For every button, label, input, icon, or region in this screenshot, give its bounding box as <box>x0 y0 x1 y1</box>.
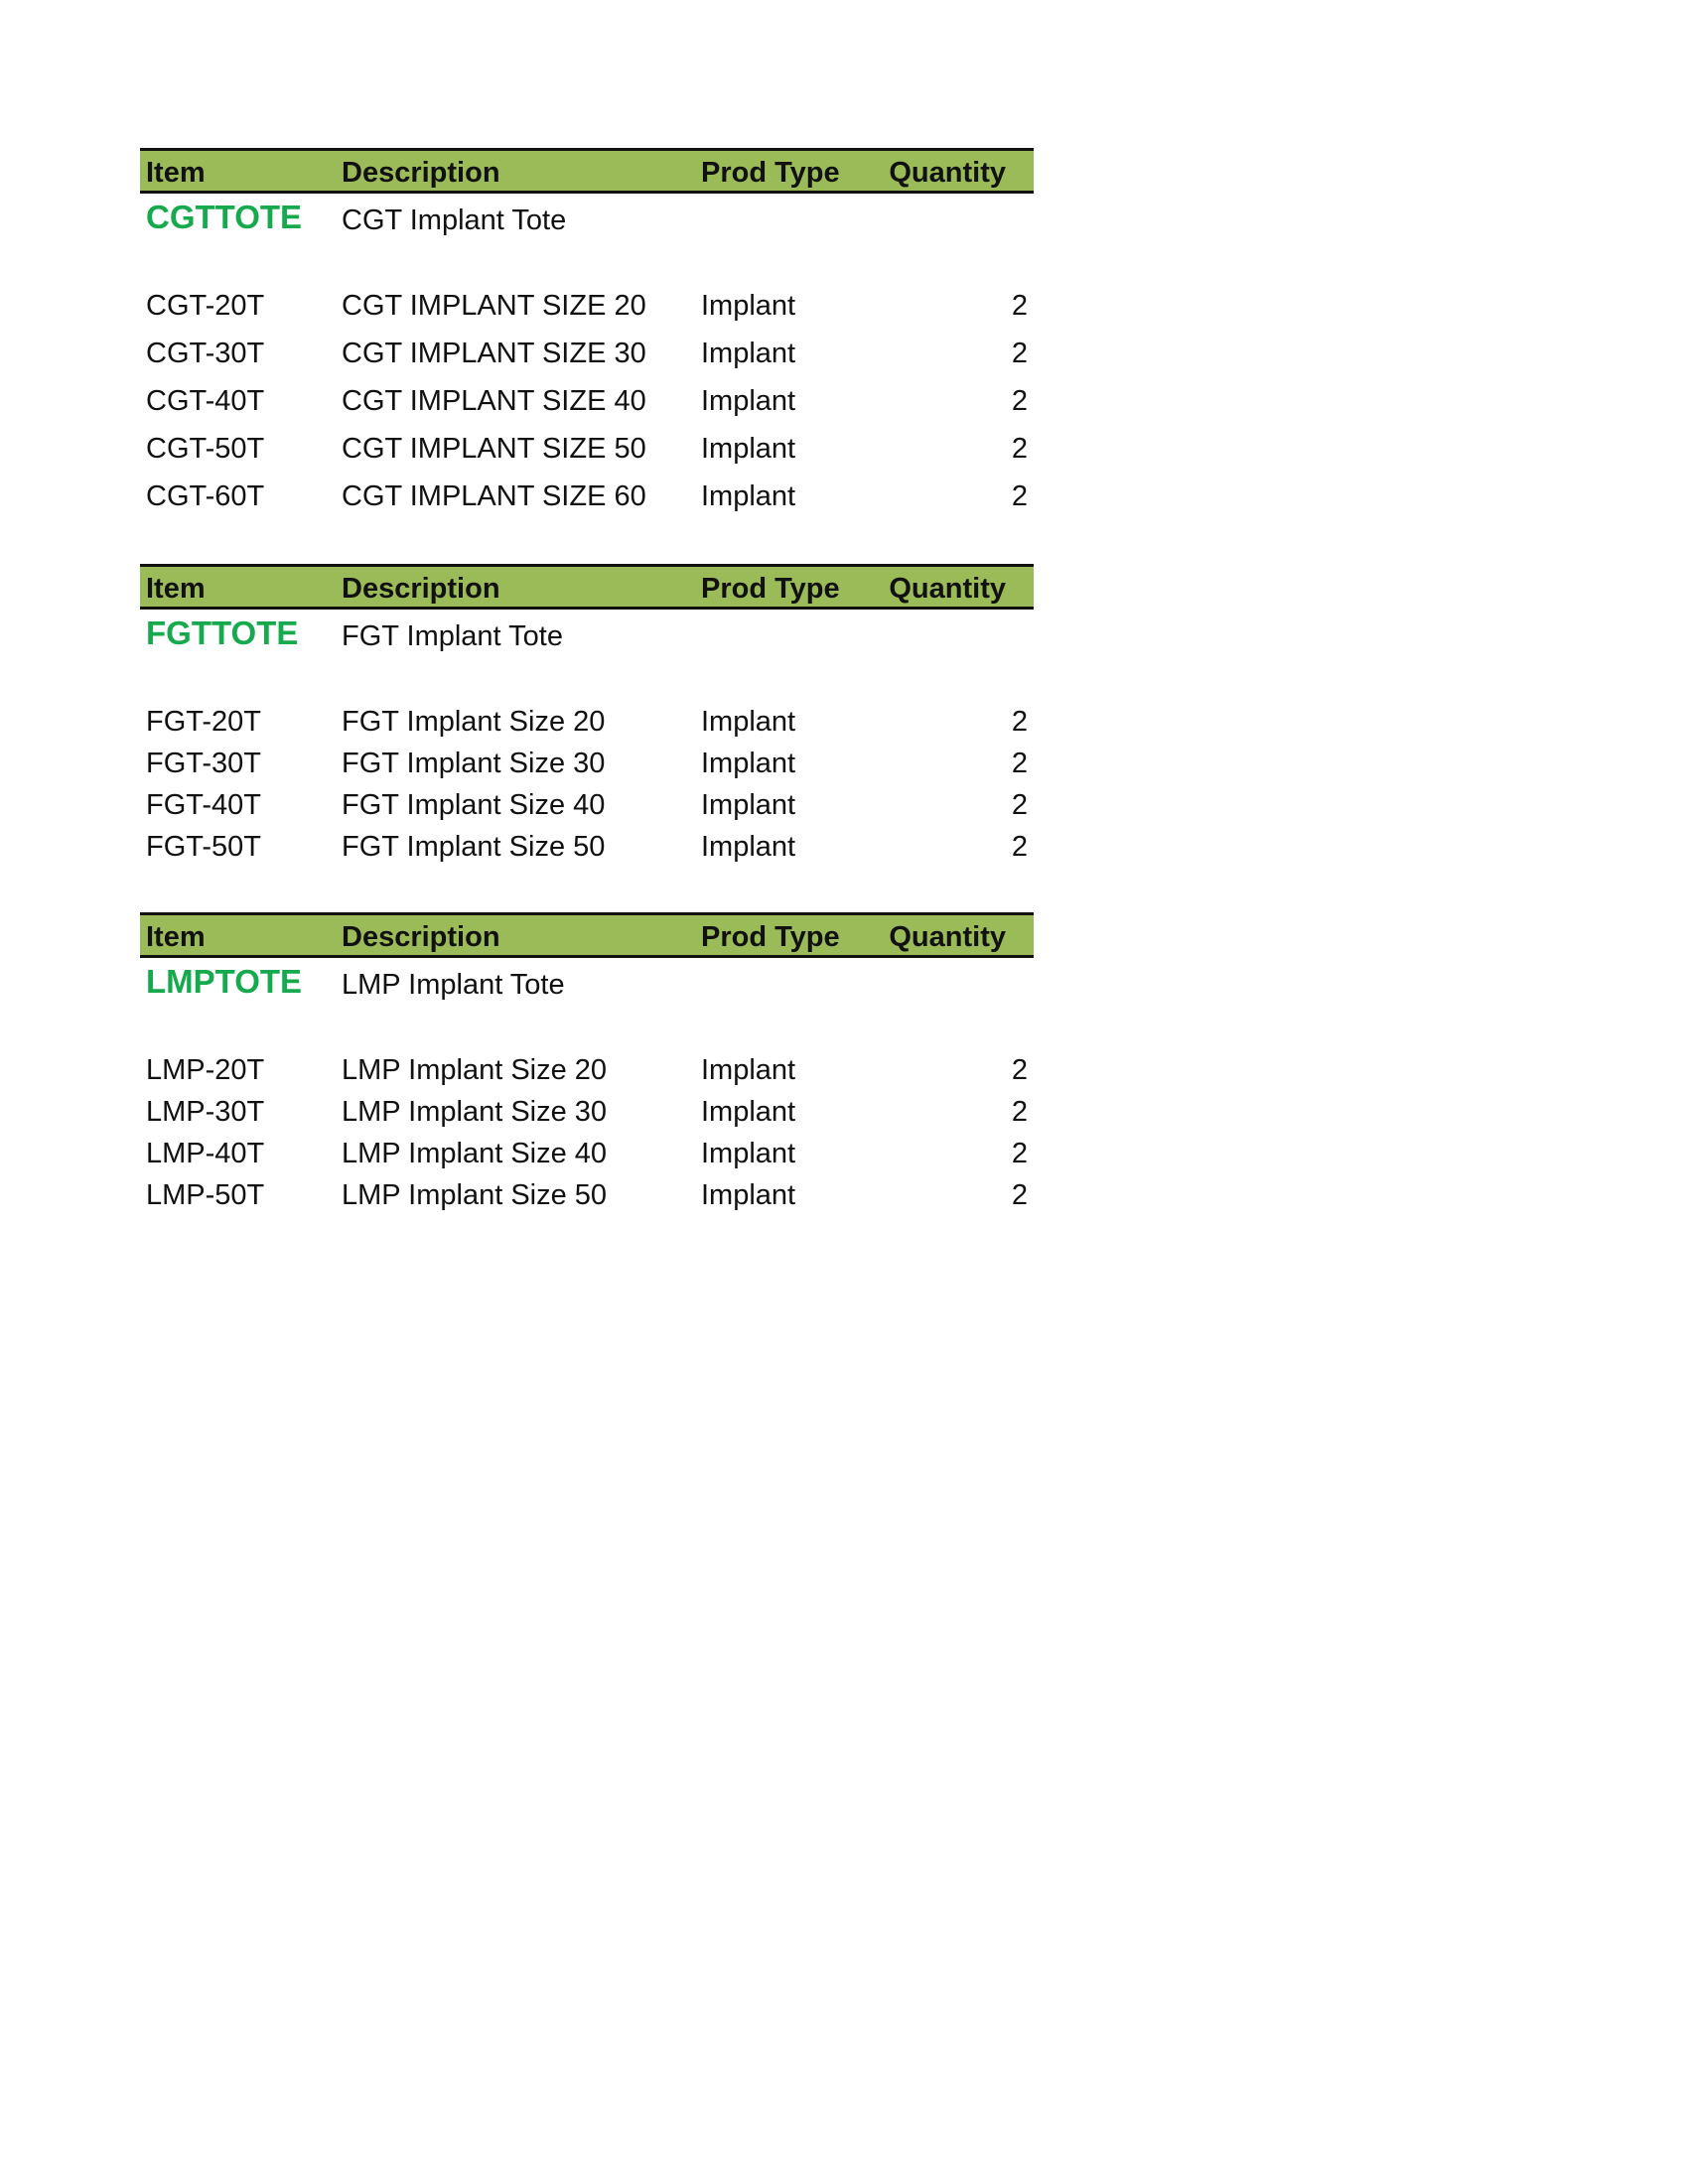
item-description: LMP Implant Size 30 <box>342 1096 608 1128</box>
tote-code: LMPTOTE <box>146 963 303 1000</box>
item-description: LMP Implant Size 40 <box>342 1138 608 1169</box>
item-code: CGT-50T <box>146 433 265 465</box>
tote-row <box>140 194 1034 243</box>
tote-row <box>140 958 1034 1008</box>
item-prod-type: Implant <box>701 433 796 465</box>
item-code: LMP-40T <box>146 1138 265 1169</box>
column-header-item: Item <box>146 573 206 605</box>
table-row <box>140 1047 1034 1089</box>
item-quantity: 2 <box>1011 706 1028 738</box>
tote-section-lmp <box>140 912 1034 1214</box>
tote-code: FGTTOTE <box>146 614 299 651</box>
item-prod-type: Implant <box>701 1138 796 1169</box>
item-code: CGT-60T <box>146 480 265 512</box>
table-row <box>140 782 1034 824</box>
item-code: FGT-40T <box>146 789 262 821</box>
item-description: LMP Implant Size 50 <box>342 1179 608 1211</box>
item-prod-type: Implant <box>701 290 796 322</box>
column-header-quantity: Quantity <box>889 573 1006 605</box>
item-quantity: 2 <box>1011 748 1028 779</box>
item-prod-type: Implant <box>701 831 796 863</box>
table-header <box>140 564 1034 610</box>
item-prod-type: Implant <box>701 385 796 417</box>
table-row <box>140 741 1034 782</box>
item-quantity: 2 <box>1011 385 1028 417</box>
item-code: LMP-30T <box>146 1096 265 1128</box>
item-rows <box>140 1047 1034 1214</box>
column-header-item: Item <box>146 157 206 189</box>
column-header-item: Item <box>146 921 206 953</box>
item-description: FGT Implant Size 20 <box>342 706 606 738</box>
tote-row <box>140 610 1034 659</box>
tote-section-cgt <box>140 148 1034 521</box>
item-quantity: 2 <box>1011 433 1028 465</box>
item-prod-type: Implant <box>701 338 796 369</box>
item-code: LMP-20T <box>146 1054 265 1086</box>
table-header <box>140 148 1034 194</box>
column-header-quantity: Quantity <box>889 157 1006 189</box>
table-row <box>140 378 1034 426</box>
item-description: FGT Implant Size 50 <box>342 831 606 863</box>
table-row <box>140 699 1034 741</box>
item-rows <box>140 699 1034 866</box>
item-code: LMP-50T <box>146 1179 265 1211</box>
column-header-description: Description <box>342 573 500 605</box>
table-header <box>140 912 1034 958</box>
item-code: FGT-20T <box>146 706 262 738</box>
item-quantity: 2 <box>1011 480 1028 512</box>
item-description: CGT IMPLANT SIZE 60 <box>342 480 646 512</box>
item-prod-type: Implant <box>701 480 796 512</box>
column-header-description: Description <box>342 157 500 189</box>
item-description: FGT Implant Size 40 <box>342 789 606 821</box>
item-code: FGT-30T <box>146 748 262 779</box>
item-rows <box>140 283 1034 521</box>
table-row <box>140 1172 1034 1214</box>
table-row <box>140 824 1034 866</box>
item-description: FGT Implant Size 30 <box>342 748 606 779</box>
item-prod-type: Implant <box>701 1096 796 1128</box>
tote-code: CGTTOTE <box>146 199 303 235</box>
item-prod-type: Implant <box>701 1179 796 1211</box>
item-prod-type: Implant <box>701 748 796 779</box>
column-header-prod-type: Prod Type <box>701 157 840 189</box>
item-code: CGT-30T <box>146 338 265 369</box>
item-description: CGT IMPLANT SIZE 20 <box>342 290 646 322</box>
table-row <box>140 426 1034 474</box>
item-description: CGT IMPLANT SIZE 40 <box>342 385 646 417</box>
item-quantity: 2 <box>1011 831 1028 863</box>
tote-name: CGT Implant Tote <box>342 205 567 236</box>
table-row <box>140 1089 1034 1131</box>
item-quantity: 2 <box>1011 789 1028 821</box>
table-row <box>140 283 1034 331</box>
item-quantity: 2 <box>1011 1179 1028 1211</box>
table-row <box>140 1131 1034 1172</box>
column-header-description: Description <box>342 921 500 953</box>
item-quantity: 2 <box>1011 1054 1028 1086</box>
item-quantity: 2 <box>1011 1138 1028 1169</box>
item-quantity: 2 <box>1011 1096 1028 1128</box>
item-quantity: 2 <box>1011 338 1028 369</box>
tote-name: LMP Implant Tote <box>342 969 565 1001</box>
item-code: FGT-50T <box>146 831 262 863</box>
item-code: CGT-20T <box>146 290 265 322</box>
item-prod-type: Implant <box>701 789 796 821</box>
tote-section-fgt <box>140 564 1034 866</box>
item-code: CGT-40T <box>146 385 265 417</box>
column-header-prod-type: Prod Type <box>701 921 840 953</box>
column-header-prod-type: Prod Type <box>701 573 840 605</box>
table-row <box>140 331 1034 378</box>
item-description: LMP Implant Size 20 <box>342 1054 608 1086</box>
item-description: CGT IMPLANT SIZE 30 <box>342 338 646 369</box>
item-description: CGT IMPLANT SIZE 50 <box>342 433 646 465</box>
column-header-quantity: Quantity <box>889 921 1006 953</box>
tote-name: FGT Implant Tote <box>342 620 563 652</box>
item-prod-type: Implant <box>701 1054 796 1086</box>
item-prod-type: Implant <box>701 706 796 738</box>
table-row <box>140 474 1034 521</box>
item-quantity: 2 <box>1011 290 1028 322</box>
